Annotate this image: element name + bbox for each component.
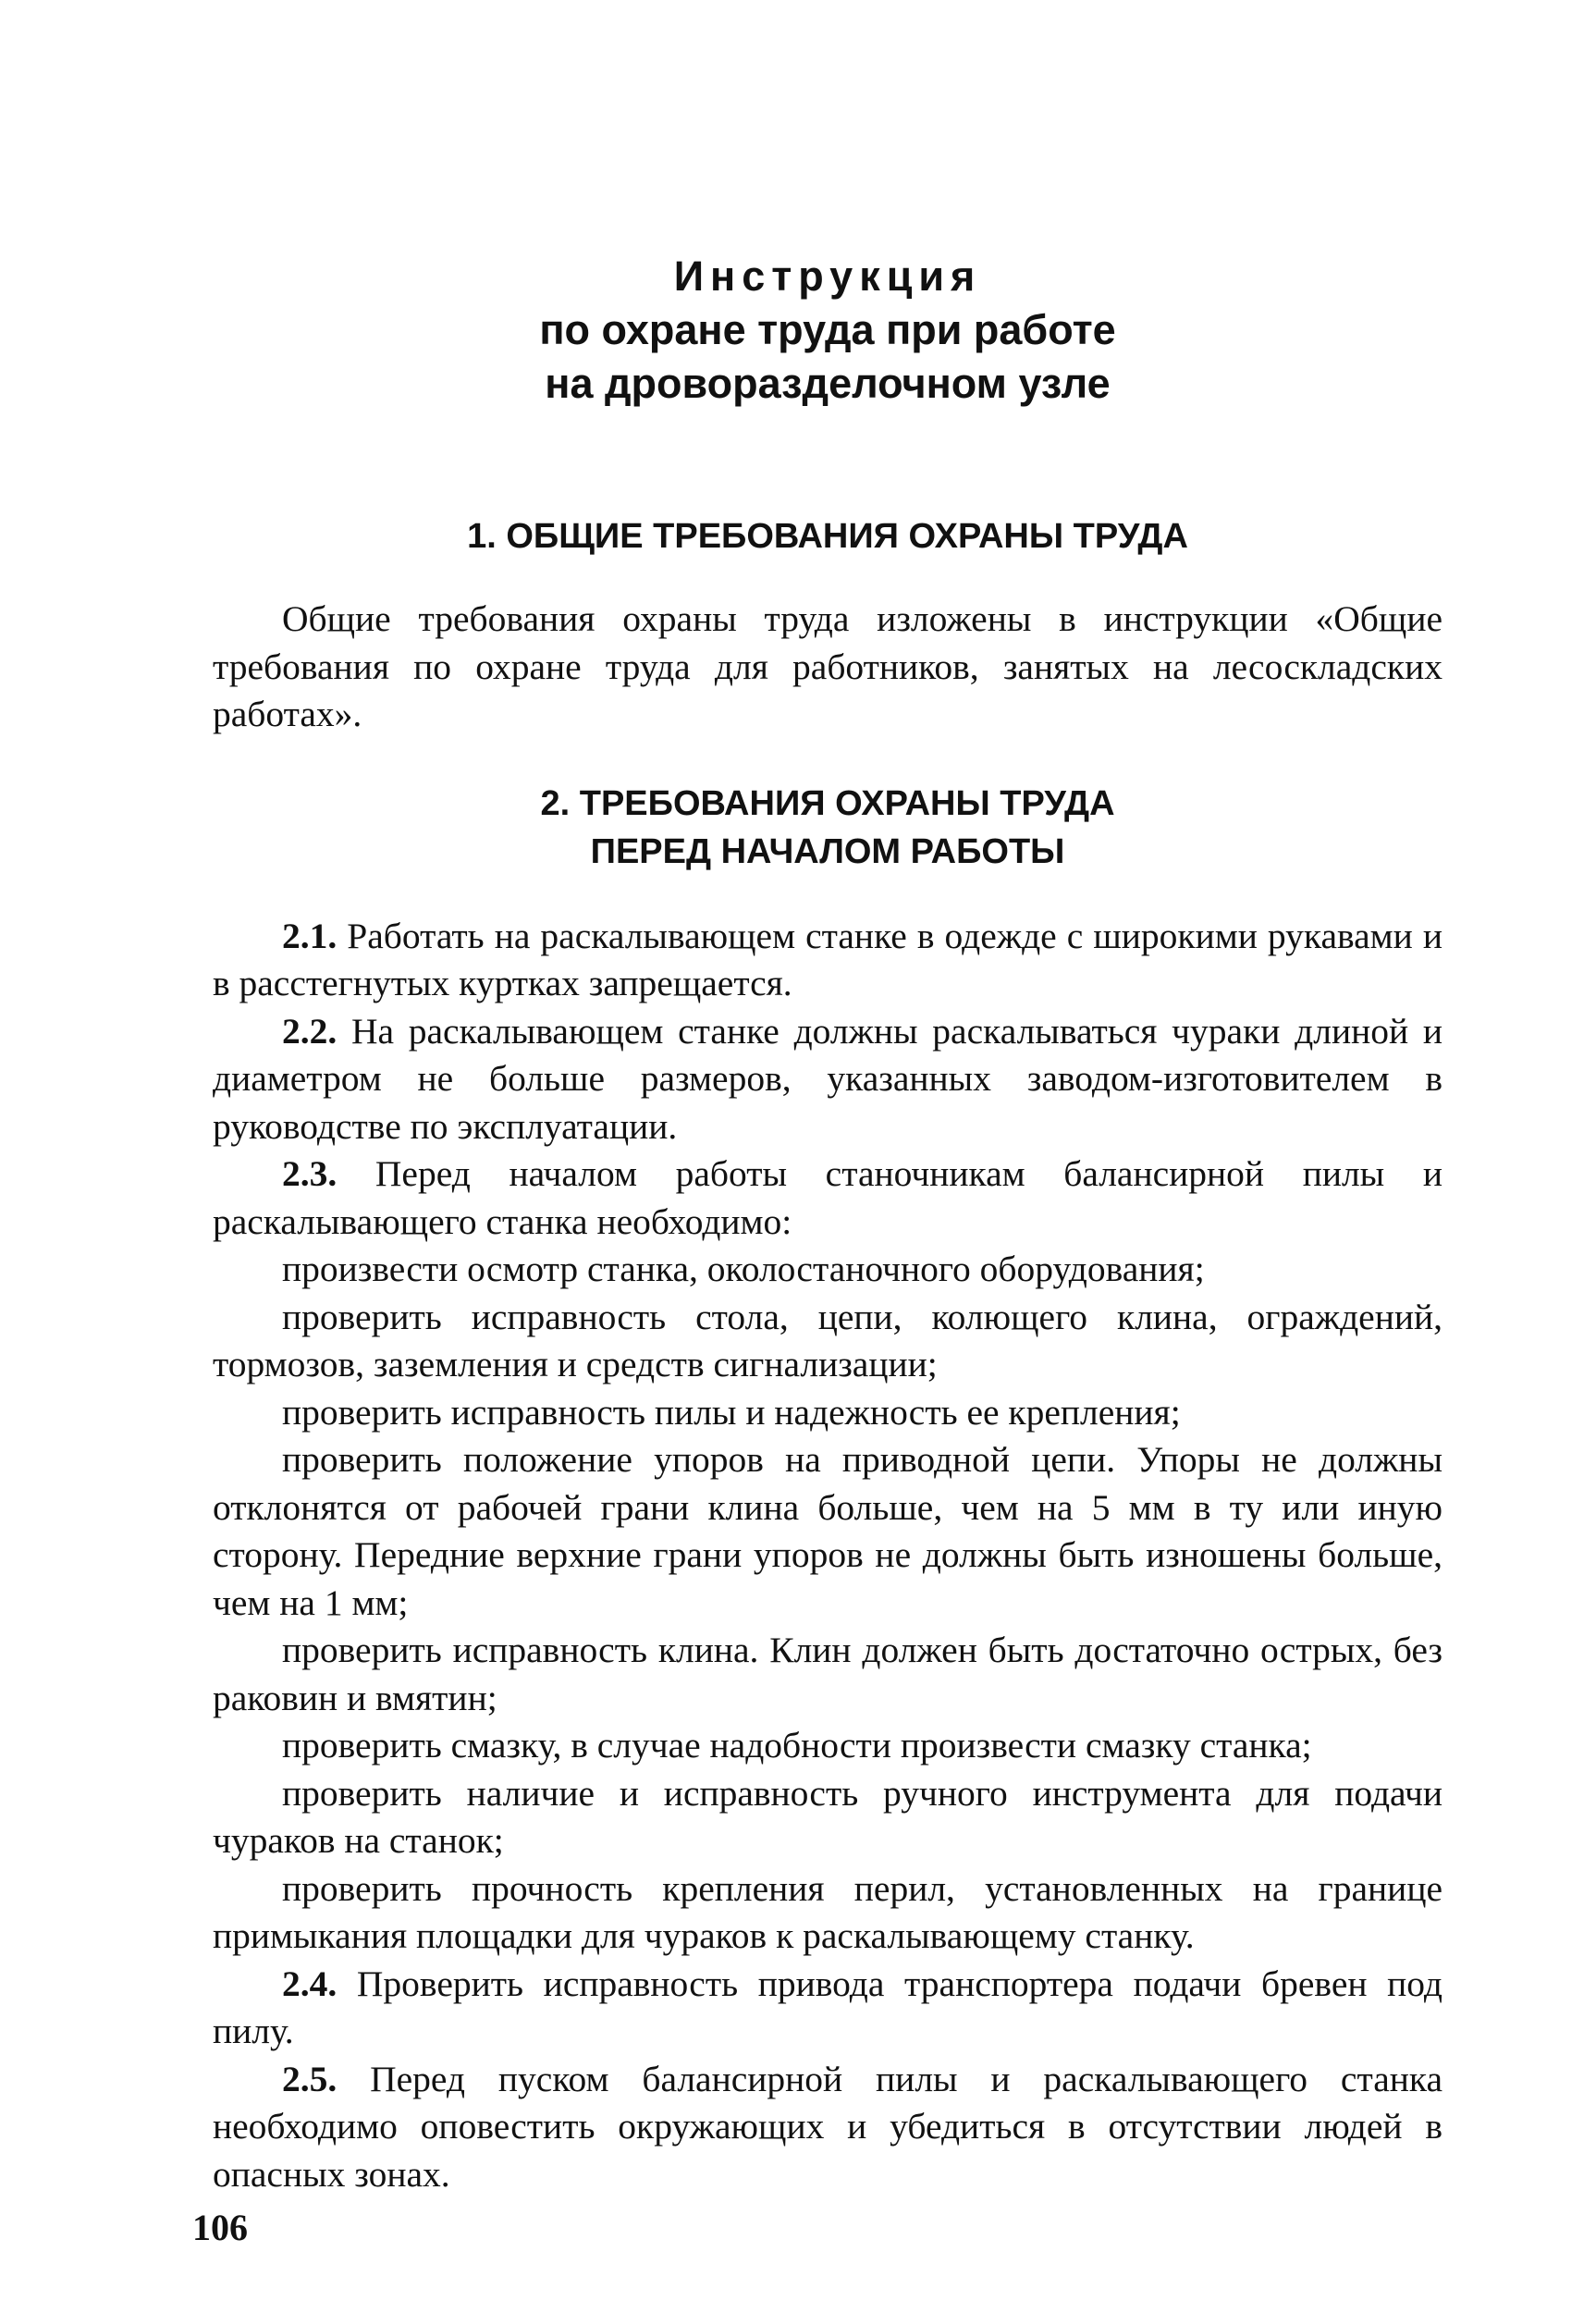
section-1-heading: 1. ОБЩИЕ ТРЕБОВАНИЯ ОХРАНЫ ТРУДА (467, 517, 1188, 556)
document-page (213, 250, 1443, 2198)
list-item: проверить положение упоров на приводной цепи. Упоры не должны отклонятся от рабочей грани клина больше, чем на 5 мм в ту или иную сторону. Передние верхние грани упоров не должны быть изношены больше, чем на 1 мм; (213, 1439, 1443, 1623)
title-line-2: по охране труда при работе (539, 306, 1116, 353)
paragraph-text: Перед пуском балансирной пилы и раскалывающего станка необходимо оповестить окружающих и убедиться в отсутствии людей в опасных зонах. (213, 2058, 1443, 2195)
section-2-body (213, 913, 1443, 2199)
paragraph-text: Проверить исправность привода транспортера подачи бревен под пилу. (213, 1963, 1443, 2051)
paragraph-text: На раскалывающем станке должны раскалываться чураки длиной и диаметром не больше размеров, указанных заводом-изготовителем в руководстве по эксплуатации. (213, 1010, 1443, 1147)
section-2-heading (213, 780, 1443, 876)
title-line-3: на дроворазделочном узле (545, 360, 1111, 407)
paragraph-2-2 (213, 1008, 1443, 1151)
section-2-heading-line-2: ПЕРЕД НАЧАЛОМ РАБОТЫ (590, 831, 1065, 871)
page-number: 106 (192, 2207, 248, 2248)
section-1-paragraph: Общие требования охраны труда изложены в инструкции «Общие требования по охране труда для работников, занятых на лесоскладских работах». (213, 598, 1443, 734)
document-title (213, 250, 1443, 411)
paragraph-number: 2.4. (282, 1963, 338, 2004)
list-item: проверить исправность пилы и надежность ее крепления; (282, 1391, 1181, 1433)
paragraph-2-3 (213, 1150, 1443, 1246)
list-item: проверить исправность клина. Клин должен быть достаточно острых, без раковин и вмятин; (213, 1630, 1443, 1718)
paragraph-2-5 (213, 2056, 1443, 2199)
paragraph-number: 2.5. (282, 2058, 338, 2099)
list-item: проверить смазку, в случае надобности произвести смазку станка; (282, 1725, 1312, 1766)
list-item: произвести осмотр станка, околостаночного оборудования; (282, 1249, 1205, 1289)
list-item: проверить наличие и исправность ручного инструмента для подачи чураков на станок; (213, 1772, 1443, 1861)
section-2-heading-line-1: 2. ТРЕБОВАНИЯ ОХРАНЫ ТРУДА (540, 783, 1115, 823)
paragraph-2-1 (213, 913, 1443, 1008)
list-item: проверить исправность стола, цепи, колющего клина, ограждений, тормозов, заземления и средств сигнализации; (213, 1296, 1443, 1384)
paragraph-number: 2.2. (282, 1010, 338, 1052)
paragraph-number: 2.3. (282, 1153, 338, 1194)
paragraph-number: 2.1. (282, 915, 338, 956)
title-line-1: Инструкция (673, 252, 982, 300)
paragraph-2-4 (213, 1961, 1443, 2056)
paragraph-text: Работать на раскалывающем станке в одежде с широкими рукавами и в расстегнутых куртках запрещается. (213, 915, 1443, 1003)
paragraph-text: Перед началом работы станочникам балансирной пилы и раскалывающего станка необходимо: (213, 1153, 1443, 1242)
list-item: проверить прочность крепления перил, установленных на границе примыкания площадки для чураков к раскалывающему станку. (213, 1867, 1443, 1956)
